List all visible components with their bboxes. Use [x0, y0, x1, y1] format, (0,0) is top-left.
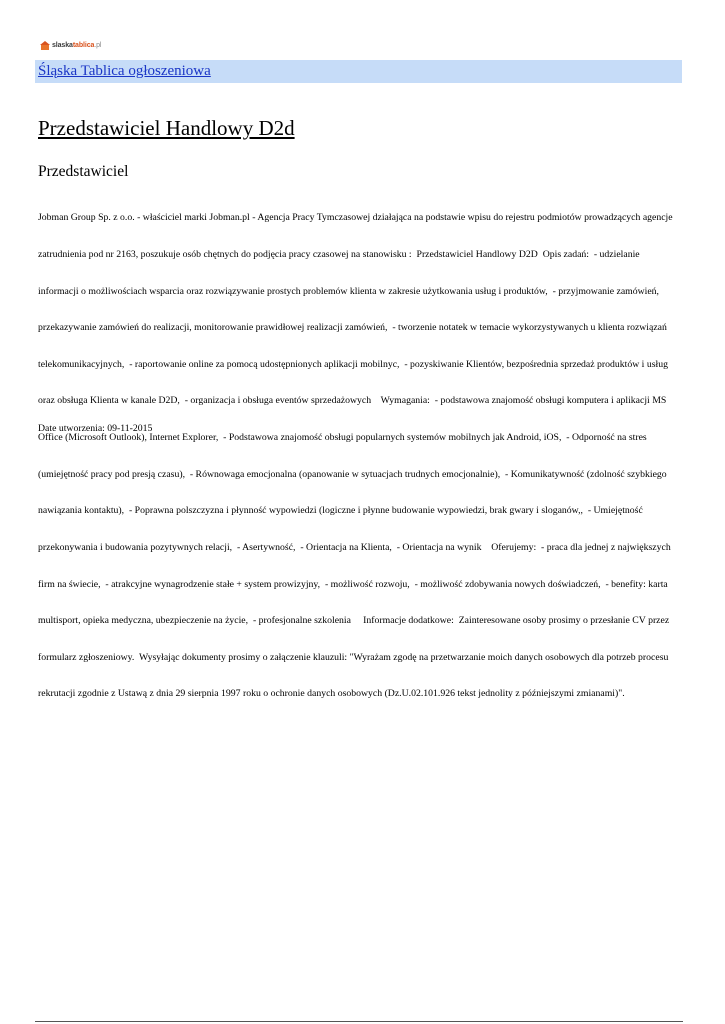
logo-text	[52, 42, 101, 49]
description-line: multisport, opieka medyczna, ubezpieczenie na życie, - profesjonalne szkolenia Informacje dodatkowe: Zainteresowane osoby prosimy o przesłanie CV przez	[38, 615, 670, 627]
description-line: oraz obsługa Klienta w kanale D2D, - organizacja i obsługa eventów sprzedażowych Wymagania: - podstawowa znajomość obsługi komputera i aplikacji MS	[38, 395, 667, 407]
description-line: Jobman Group Sp. z o.o. - właściciel marki Jobman.pl - Agencja Pracy Tymczasowej działająca na podstawie wpisu do rejestru podmiotów prowadzących agencje	[38, 212, 673, 224]
ad-category: Przedstawiciel	[38, 163, 129, 180]
description-line: telekomunikacyjnych, - raportowanie online za pomocą udostępnionych aplikacji mobilnyc, - pozyskiwanie Klientów, bezpośrednia sprzedaż produktów i usług	[38, 358, 668, 370]
description-line: informacji o możliwościach wsparcia oraz rozwiązywanie prostych problemów klienta w zakresie użytkowania usług i produktów, - przyjmowanie zamówień,	[38, 285, 659, 297]
logo-text-part1: slaska	[52, 41, 73, 49]
house-logo-icon	[40, 41, 50, 50]
site-banner	[35, 60, 682, 83]
site-logo[interactable]	[40, 38, 101, 52]
footer-divider	[35, 1021, 683, 1022]
description-line: zatrudnienia pod nr 2163, poszukuje osób chętnych do podjęcia pracy czasowej na stanowisku : Przedstawiciel Handlowy D2D Opis zadań: - udzielanie	[38, 249, 640, 261]
logo-text-part2: tablica	[72, 41, 95, 49]
description-line: Office (Microsoft Outlook), Internet Explorer, - Podstawowa znajomość obsługi popularnych systemów mobilnych jak Android, iOS, - Odporność na stres	[38, 432, 647, 444]
creation-date: Date utworzenia: 09-11-2015	[38, 423, 153, 434]
description-line: nawiązania kontaktu), - Poprawna polszczyzna i płynność wypowiedzi (logiczne i płynne budowanie wypowiedzi, brak gwary i sloganów,, - Umiejętność	[38, 505, 643, 517]
ad-title: Przedstawiciel Handlowy D2d	[38, 116, 295, 140]
description-line: przekonywania i budowania pozytywnych relacji, - Asertywność, - Orientacja na Klienta, - Orientacja na wynik Oferujemy: - praca dla jednej z największych	[38, 541, 671, 553]
description-line: (umiejętność pracy pod presją czasu), - Równowaga emocjonalna (opanowanie w sytuacjach trudnych emocjonalnie), - Komunikatywność (zdolność szybkiego	[38, 468, 667, 480]
description-line: firm na świecie, - atrakcyjne wynagrodzenie stałe + system prowizyjny, - możliwość rozwoju, - możliwość zdobywania nowych doświadczeń, - benefity: karta	[38, 578, 668, 590]
ad-description	[38, 188, 678, 713]
site-home-link[interactable]: Śląska Tablica ogłoszeniowa	[38, 63, 211, 79]
description-line: formularz zgłoszeniowy. Wysyłając dokumenty prosimy o załączenie klauzuli: "Wyrażam zgodę na przetwarzanie moich danych osobowych dla potrzeb procesu	[38, 651, 669, 663]
description-line: przekazywanie zamówień do realizacji, monitorowanie prawidłowej realizacji zamówień, - tworzenie notatek w temacie wykorzystywanych u klienta rozwiązań	[38, 322, 667, 334]
logo-text-part3: .pl	[94, 41, 102, 49]
description-line: rekrutacji zgodnie z Ustawą z dnia 29 sierpnia 1997 roku o ochronie danych osobowych (Dz.U.02.101.926 tekst jednolity z późniejszymi zmianami)".	[38, 688, 625, 700]
